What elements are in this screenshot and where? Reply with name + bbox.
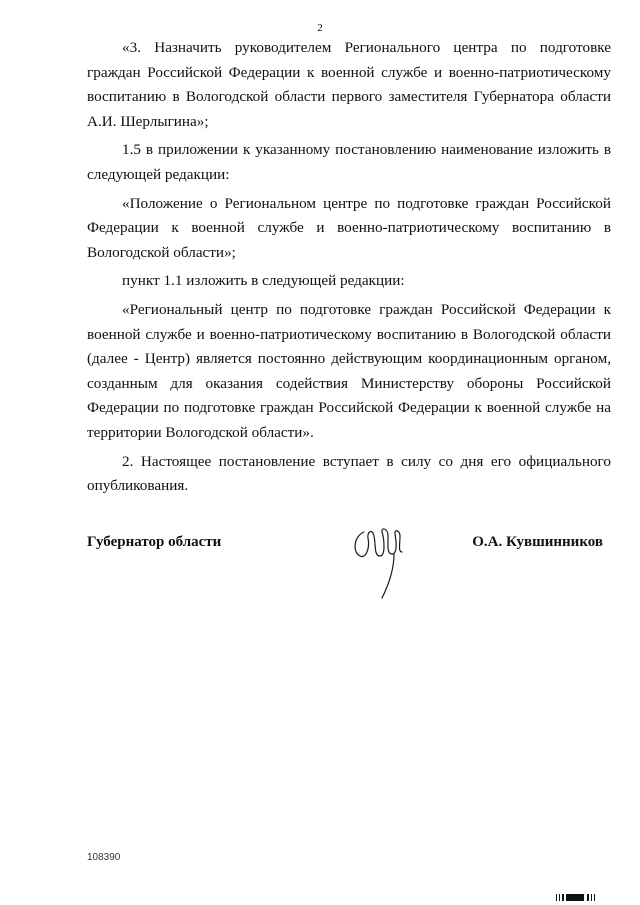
document-body xyxy=(87,36,611,503)
paragraph-item-1-1-intro: пункт 1.1 изложить в следующей редакции: xyxy=(122,272,405,290)
signatory-title: Губернатор области xyxy=(87,534,222,550)
signature-block xyxy=(87,522,611,612)
paragraph-item-1-1-text: «Региональный центр по подготовке граждан Российской Федерации к военной службе и военно-патриотическому воспитанию в Вологодской области (далее - Центр) является постоянно действующим координационным органом, созданным для оказания содействия Министерству обороны Российской Федерации по подготовке граждан Российской Федерации к военной службе на территории Вологодской области». xyxy=(87,300,611,441)
barcode-mark xyxy=(556,894,606,901)
paragraph-appoint-head: «3. Назначить руководителем Регионального центра по подготовке граждан Российской Федерации к военной службе и военно-патриотическому воспитанию в Вологодской области первого заместителя Губернатора области А.И. Шерлыгина»; xyxy=(87,39,611,130)
signatory-name: О.А. Кувшинников xyxy=(472,534,603,550)
document-code: 108390 xyxy=(87,852,121,863)
paragraph-item-1-5: 1.5 в приложении к указанному постановлению наименование изложить в следующей редакции: xyxy=(87,141,611,183)
page-number: 2 xyxy=(317,22,323,34)
paragraph-entry-into-force: 2. Настоящее постановление вступает в силу со дня его официального опубликования. xyxy=(87,452,611,495)
paragraph-regulation-title: «Положение о Региональном центре по подготовке граждан Российской Федерации к военной службе и военно-патриотическому воспитанию в Вологодской области»; xyxy=(87,194,611,261)
handwritten-signature xyxy=(350,522,410,602)
